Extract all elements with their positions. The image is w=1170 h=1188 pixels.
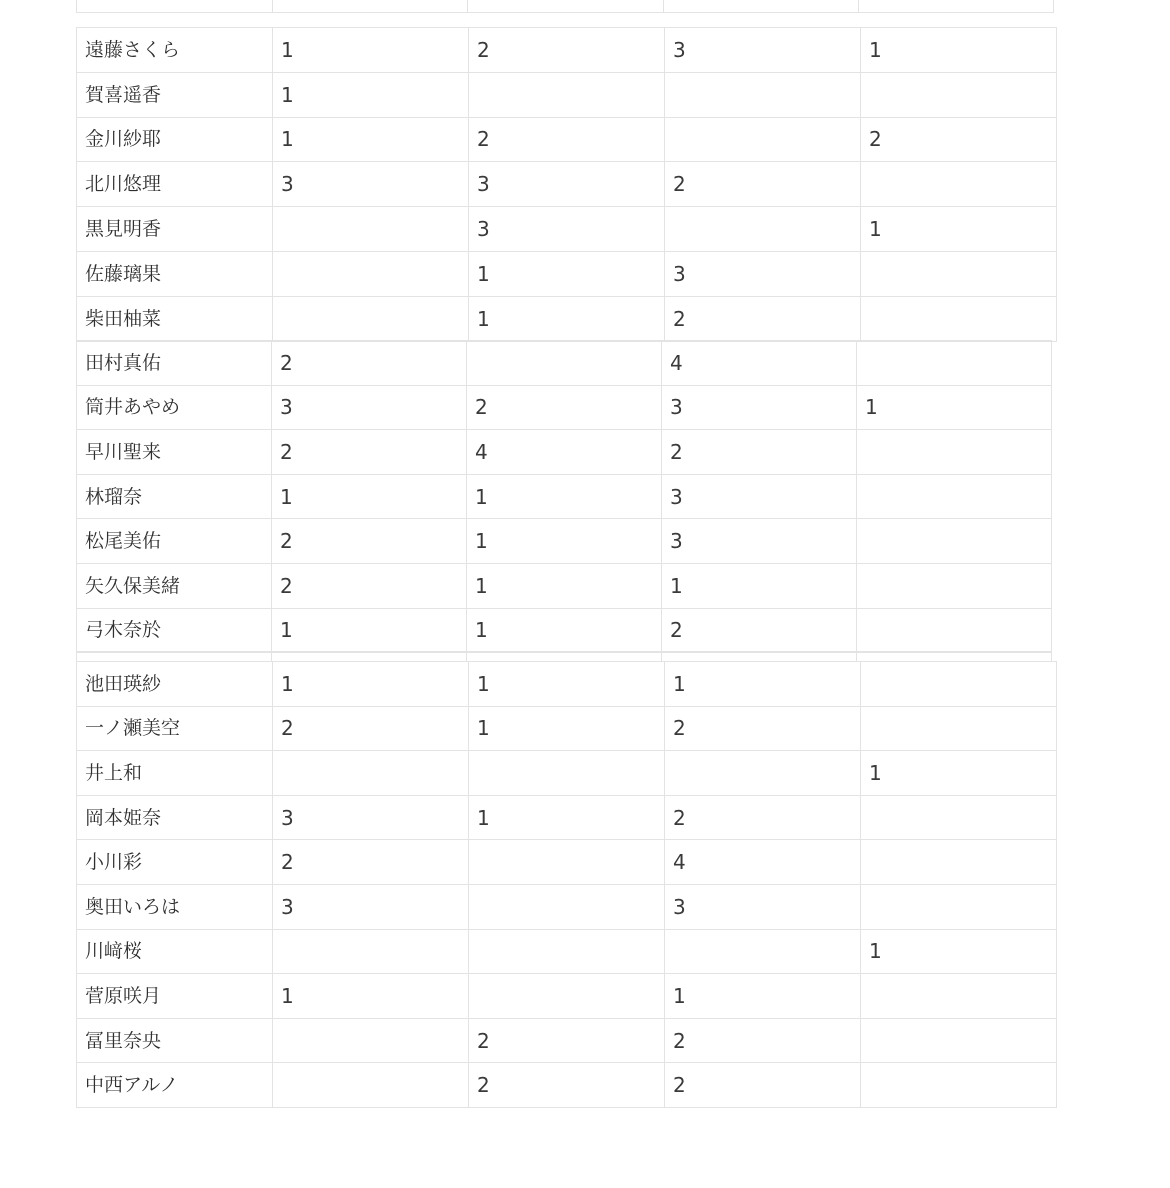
table-top-strip: [76, 0, 1054, 13]
table-row: [77, 117, 1057, 162]
member-name-cell: 川﨑桜: [77, 929, 273, 974]
count-cell-c4: [861, 884, 1057, 929]
member-name-cell: 小川彩: [77, 840, 273, 885]
count-cell-c2: 1: [469, 296, 665, 341]
count-cell-c4: [861, 1018, 1057, 1063]
table-row: [77, 430, 1052, 475]
table-row: [77, 251, 1057, 296]
count-cell-c1: 3: [272, 385, 467, 430]
member-name-cell: 筒井あやめ: [77, 385, 272, 430]
table-row: [77, 0, 1054, 13]
count-cell-c3: 2: [665, 1018, 861, 1063]
count-cell-c4: 1: [861, 929, 1057, 974]
count-cell-c2: 4: [467, 430, 662, 475]
count-cell-c3: 1: [665, 662, 861, 707]
count-cell-c1: 3: [273, 162, 469, 207]
table-row: [77, 162, 1057, 207]
member-name-cell: 矢久保美緒: [77, 563, 272, 608]
count-cell-c3: 2: [665, 296, 861, 341]
count-cell-c2: 2: [469, 117, 665, 162]
member-name-cell: 中西アルノ: [77, 1063, 273, 1108]
count-cell-c1: [273, 1018, 469, 1063]
table-row: [77, 840, 1057, 885]
count-cell-c1: [273, 296, 469, 341]
table-row: [77, 1018, 1057, 1063]
count-cell-c4: [861, 840, 1057, 885]
count-cell-c2: 1: [467, 519, 662, 564]
count-cell-c1: 2: [272, 563, 467, 608]
member-name-cell: 佐藤璃果: [77, 251, 273, 296]
table-row: [77, 341, 1052, 386]
table-row: [77, 1063, 1057, 1108]
count-cell-c2: 2: [469, 1018, 665, 1063]
count-cell-c1: 1: [273, 974, 469, 1019]
count-cell-c1: [273, 751, 469, 796]
table-row: [77, 563, 1052, 608]
count-cell-c3: 2: [665, 1063, 861, 1108]
count-cell-c4: [857, 519, 1052, 564]
count-cell-c2: 2: [469, 28, 665, 73]
count-cell-c1: [273, 251, 469, 296]
count-cell-c2: [469, 840, 665, 885]
count-cell-c2: 1: [469, 795, 665, 840]
count-cell-c3: 2: [662, 430, 857, 475]
count-cell-c2: 3: [469, 162, 665, 207]
count-cell-c3: 2: [665, 706, 861, 751]
count-cell-c1: 1: [273, 72, 469, 117]
count-cell-c3: 2: [665, 795, 861, 840]
member-name-cell: 井上和: [77, 751, 273, 796]
count-cell-c3: 4: [665, 840, 861, 885]
count-cell-c3: 3: [662, 385, 857, 430]
count-cell-c4: [857, 474, 1052, 519]
count-cell-c3: 2: [662, 608, 857, 653]
count-cell-c3: 3: [665, 28, 861, 73]
count-cell-c4: 2: [861, 117, 1057, 162]
count-cell-c1: 1: [273, 28, 469, 73]
count-cell-c2: [469, 72, 665, 117]
member-name-cell: 奥田いろは: [77, 884, 273, 929]
table-row: [77, 519, 1052, 564]
count-cell-c3: [665, 207, 861, 252]
count-cell-c4: 1: [857, 385, 1052, 430]
count-cell-c1: [273, 1063, 469, 1108]
member-table-block-2: [76, 340, 1052, 653]
member-name-cell: 一ノ瀬美空: [77, 706, 273, 751]
member-name-cell: 黒見明香: [77, 207, 273, 252]
count-cell-c2: [469, 884, 665, 929]
count-cell-c2: 1: [467, 608, 662, 653]
count-cell-c1: 3: [273, 795, 469, 840]
count-cell-c1: 1: [273, 662, 469, 707]
count-cell-c2: 1: [467, 563, 662, 608]
count-cell-c4: [857, 608, 1052, 653]
member-name-cell: 弓木奈於: [77, 608, 272, 653]
table-row: [77, 706, 1057, 751]
member-name-cell: 菅原咲月: [77, 974, 273, 1019]
member-name-cell: 林瑠奈: [77, 474, 272, 519]
table-row: [77, 28, 1057, 73]
count-cell-c1: 2: [272, 519, 467, 564]
count-cell-c2: 1: [469, 662, 665, 707]
table-cell: [664, 0, 859, 13]
count-cell-c3: 2: [665, 162, 861, 207]
member-name-cell: 賀喜遥香: [77, 72, 273, 117]
count-cell-c4: [857, 341, 1052, 386]
count-cell-c2: [467, 341, 662, 386]
count-cell-c1: 2: [272, 341, 467, 386]
count-cell-c1: [273, 929, 469, 974]
count-cell-c4: [857, 430, 1052, 475]
count-cell-c1: 1: [272, 608, 467, 653]
count-cell-c3: [665, 929, 861, 974]
count-cell-c4: 1: [861, 751, 1057, 796]
count-cell-c4: [861, 251, 1057, 296]
count-cell-c1: 2: [273, 840, 469, 885]
member-table-block-3: [76, 661, 1057, 1108]
count-cell-c2: [469, 974, 665, 1019]
count-cell-c3: 3: [662, 519, 857, 564]
count-cell-c3: 3: [665, 884, 861, 929]
count-cell-c4: [861, 706, 1057, 751]
member-name-cell: 早川聖来: [77, 430, 272, 475]
count-cell-c1: [273, 207, 469, 252]
table-row: [77, 385, 1052, 430]
member-name-cell: 柴田柚菜: [77, 296, 273, 341]
member-name-cell: 北川悠理: [77, 162, 273, 207]
table-row: [77, 207, 1057, 252]
table-row: [77, 608, 1052, 653]
count-cell-c2: 1: [467, 474, 662, 519]
table-cell: [77, 0, 273, 13]
table-row: [77, 72, 1057, 117]
count-cell-c2: 1: [469, 251, 665, 296]
count-cell-c3: [665, 72, 861, 117]
count-cell-c1: 2: [272, 430, 467, 475]
count-cell-c2: [469, 929, 665, 974]
member-name-cell: 松尾美佑: [77, 519, 272, 564]
member-name-cell: 遠藤さくら: [77, 28, 273, 73]
member-name-cell: 金川紗耶: [77, 117, 273, 162]
table-cell: [468, 0, 664, 13]
member-name-cell: 池田瑛紗: [77, 662, 273, 707]
count-cell-c3: 3: [665, 251, 861, 296]
count-cell-c2: 1: [469, 706, 665, 751]
table-row: [77, 296, 1057, 341]
count-cell-c3: 3: [662, 474, 857, 519]
count-cell-c4: 1: [861, 28, 1057, 73]
table-row: [77, 751, 1057, 796]
table-row: [77, 884, 1057, 929]
table-row: [77, 929, 1057, 974]
count-cell-c4: [857, 563, 1052, 608]
count-cell-c4: [861, 162, 1057, 207]
count-cell-c1: 3: [273, 884, 469, 929]
table-row: [77, 474, 1052, 519]
table-cell: [273, 0, 468, 13]
table-row: [77, 662, 1057, 707]
count-cell-c4: [861, 1063, 1057, 1108]
table-row: [77, 974, 1057, 1019]
count-cell-c4: [861, 296, 1057, 341]
count-cell-c2: 2: [469, 1063, 665, 1108]
count-cell-c4: [861, 72, 1057, 117]
member-name-cell: 冨里奈央: [77, 1018, 273, 1063]
table-cell: [859, 0, 1054, 13]
count-cell-c4: [861, 795, 1057, 840]
count-cell-c4: 1: [861, 207, 1057, 252]
count-cell-c3: [665, 751, 861, 796]
member-name-cell: 田村真佑: [77, 341, 272, 386]
count-cell-c3: 4: [662, 341, 857, 386]
count-cell-c1: 2: [273, 706, 469, 751]
table-row: [77, 795, 1057, 840]
count-cell-c3: 1: [662, 563, 857, 608]
count-cell-c4: [861, 662, 1057, 707]
count-cell-c3: 1: [665, 974, 861, 1019]
count-cell-c2: 3: [469, 207, 665, 252]
count-cell-c3: [665, 117, 861, 162]
count-cell-c1: 1: [272, 474, 467, 519]
member-name-cell: 岡本姫奈: [77, 795, 273, 840]
member-table-block-1: [76, 27, 1057, 342]
count-cell-c2: 2: [467, 385, 662, 430]
count-cell-c4: [861, 974, 1057, 1019]
count-cell-c1: 1: [273, 117, 469, 162]
count-cell-c2: [469, 751, 665, 796]
